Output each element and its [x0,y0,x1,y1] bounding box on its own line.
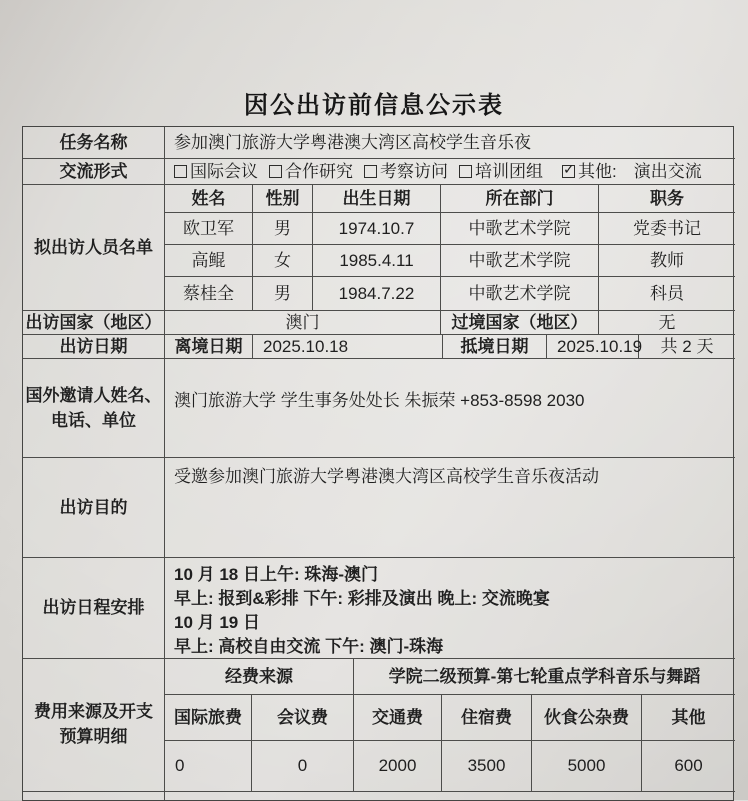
inviter-label-line1: 国外邀请人姓名、 [25,385,162,405]
personnel-row [165,245,735,277]
checkbox-label: 国际会议 [190,161,258,181]
exchange-label: 交流形式 [23,159,165,185]
budget-label-line1: 费用来源及开支 [34,702,153,722]
page-title: 因公出访前信息公示表 [244,93,504,119]
fee-value-meals: 5000 [532,741,642,792]
exchange-other-value: 演出交流 [633,161,702,181]
checkbox-unchecked-icon [364,165,377,178]
budget-source-value: 学院二级预算-第七轮重点学科音乐与舞蹈 [354,659,735,695]
arrive-label: 抵境日期 [443,335,547,359]
person-department: 中歌艺术学院 [441,213,599,245]
dates-label: 出访日期 [23,335,165,359]
budget-source-row [165,659,735,695]
transit-value: 无 [599,311,735,335]
fee-value-lodging: 3500 [442,741,532,792]
next-row-label-cell [23,792,165,800]
checkbox-label: 合作研究 [285,161,353,181]
task-value: 参加澳门旅游大学粤港澳大湾区高校学生音乐夜 [165,127,735,159]
personnel-header-row [165,185,735,213]
fee-col-meals: 伙食公杂费 [532,695,642,741]
person-duty: 教师 [599,245,735,277]
checkbox-unchecked-icon [269,165,282,178]
schedule-row [23,558,733,659]
fee-col-other: 其他 [642,695,735,741]
checkbox-label: 考察访问 [380,161,448,181]
exchange-options [165,159,735,185]
trip-duration: 共 2 天 [639,335,735,359]
destination-value: 澳门 [165,311,441,335]
col-header-duty: 职务 [599,185,735,213]
personnel-row [165,277,735,311]
personnel-section [23,185,733,311]
checkbox-other [562,161,617,182]
budget-table [165,659,735,792]
task-label: 任务名称 [23,127,165,159]
checkbox-label: 培训团组 [475,161,543,181]
person-dob: 1984.7.22 [313,277,441,311]
schedule-line: 10 月 19 日 [174,613,260,632]
checkbox-label: 其他: [578,161,617,181]
destination-label: 出访国家（地区） [23,311,165,335]
exchange-row [23,159,733,185]
purpose-row [23,458,733,558]
inviter-label-line2: 电话、单位 [51,411,136,430]
schedule-line: 早上: 高校自由交流 下午: 澳门-珠海 [174,637,444,656]
person-duty: 党委书记 [599,213,735,245]
transit-label: 过境国家（地区） [441,311,599,335]
inviter-value: 澳门旅游大学 学生事务处处长 朱振荣 +853-8598 2030 [165,359,735,458]
fee-col-conference: 会议费 [252,695,354,741]
budget-values-row [165,741,735,792]
fee-value-other: 600 [642,741,735,792]
checkbox-cooperative-research [269,161,353,182]
person-sex: 男 [253,277,313,311]
dates-row [23,335,733,359]
col-header-department: 所在部门 [441,185,599,213]
checkbox-unchecked-icon [174,165,187,178]
person-sex: 男 [253,213,313,245]
person-duty: 科员 [599,277,735,311]
fee-col-intl-travel: 国际旅费 [165,695,252,741]
depart-date: 2025.10.18 [253,335,443,359]
form-table [22,126,734,801]
inviter-label [23,359,165,458]
person-name: 高鲲 [165,245,253,277]
budget-section [23,659,733,792]
person-dob: 1985.4.11 [313,245,441,277]
fee-value-transport: 2000 [354,741,442,792]
person-dob: 1974.10.7 [313,213,441,245]
fee-col-transport: 交通费 [354,695,442,741]
person-sex: 女 [253,245,313,277]
purpose-label: 出访目的 [23,458,165,558]
budget-label-line2: 预算明细 [59,727,128,746]
arrive-date: 2025.10.19 [547,335,639,359]
person-department: 中歌艺术学院 [441,277,599,311]
personnel-table [165,185,735,311]
col-header-dob: 出生日期 [313,185,441,213]
inviter-label-lines [26,383,162,434]
col-header-sex: 性别 [253,185,313,213]
person-name: 欧卫军 [165,213,253,245]
fee-col-lodging: 住宿费 [442,695,532,741]
budget-header-row [165,695,735,741]
schedule-line: 早上: 报到&彩排 下午: 彩排及演出 晚上: 交流晚宴 [174,589,550,608]
personnel-row [165,213,735,245]
checkbox-checked-icon [562,165,575,178]
depart-label: 离境日期 [165,335,253,359]
task-row [23,127,733,159]
inviter-row [23,359,733,458]
fee-value-conference: 0 [252,741,354,792]
fee-value-intl-travel: 0 [165,741,252,792]
col-header-name: 姓名 [165,185,253,213]
personnel-label: 拟出访人员名单 [23,185,165,311]
countries-row [23,311,733,335]
checkbox-inspection-visit [364,161,448,182]
checkbox-international-conference [174,161,258,182]
next-row-cutoff [23,792,733,800]
purpose-value: 受邀参加澳门旅游大学粤港澳大湾区高校学生音乐夜活动 [165,458,735,558]
budget-label [23,659,165,792]
budget-source-label: 经费来源 [165,659,354,695]
schedule-line: 10 月 18 日上午: 珠海-澳门 [174,565,379,584]
checkbox-training-group [459,161,543,182]
schedule-value [165,558,735,659]
checkbox-unchecked-icon [459,165,472,178]
person-name: 蔡桂全 [165,277,253,311]
schedule-label: 出访日程安排 [23,558,165,659]
person-department: 中歌艺术学院 [441,245,599,277]
next-row-value-cell [165,792,735,800]
